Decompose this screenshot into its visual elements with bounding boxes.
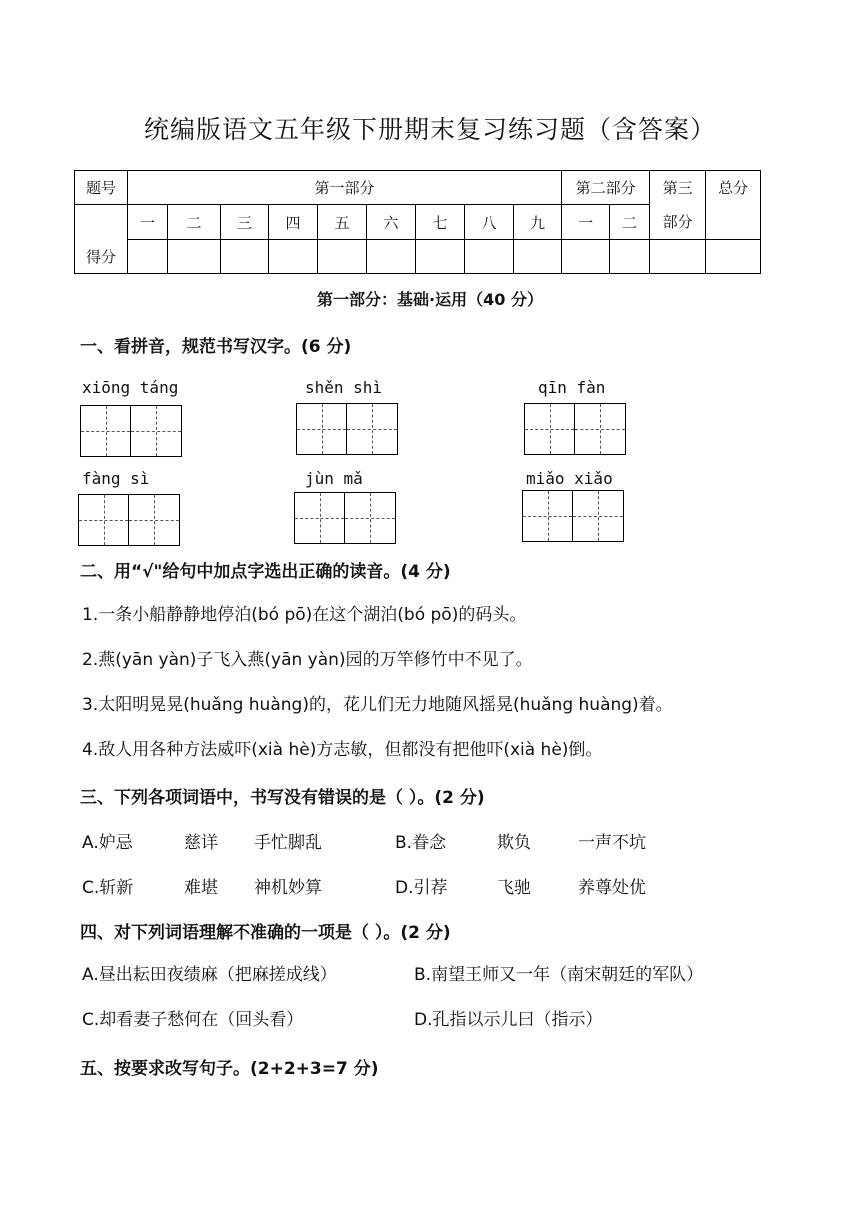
score-table (74, 170, 761, 274)
score-cell[interactable] (650, 240, 706, 274)
option-d-word1: D.引荐 (395, 878, 448, 898)
option-d-word3: 养尊处优 (578, 878, 646, 898)
section2-heading: 二、用“√"给句中加点字选出正确的读音。(4 分) (80, 562, 451, 582)
writing-grid[interactable] (78, 494, 180, 546)
col-header: 三 (221, 205, 269, 240)
pinyin-label: miǎo xiǎo (526, 469, 613, 488)
option-c-word2: 难堪 (184, 878, 218, 898)
score-cell[interactable] (128, 240, 168, 274)
score-cell[interactable] (610, 240, 650, 274)
pinyin-label: shěn shì (305, 378, 383, 397)
writing-grid[interactable] (296, 403, 398, 455)
col-header: 九 (514, 205, 562, 240)
score-cell[interactable] (514, 240, 562, 274)
col-header: 八 (465, 205, 514, 240)
col-header: 二 (168, 205, 221, 240)
writing-grid[interactable] (294, 492, 396, 544)
option-a-word1: A.妒忌 (82, 833, 133, 853)
option-c-word1: C.斩新 (82, 878, 134, 898)
col-header: 七 (416, 205, 465, 240)
option-a-word2: 慈详 (184, 833, 218, 853)
score-cell[interactable] (367, 240, 416, 274)
part1-header: 第一部分 (128, 171, 562, 205)
score-cell[interactable] (269, 240, 318, 274)
part2-header: 第二部分 (562, 171, 650, 205)
question-line: 2.燕(yān yàn)子飞入燕(yān yàn)园的万竿修竹中不见了。 (82, 650, 533, 670)
pinyin-label: jùn mǎ (305, 469, 363, 488)
score-cell[interactable] (416, 240, 465, 274)
score-cell[interactable] (168, 240, 221, 274)
option-a: A.昼出耘田夜绩麻（把麻搓成线） (82, 965, 337, 985)
col-header: 一 (128, 205, 168, 240)
option-c: C.却看妻子愁何在（回头看） (82, 1010, 304, 1030)
option-d: D.孔指以示儿曰（指示） (414, 1010, 603, 1030)
question-line: 1.一条小船静静地停泊(bó pō)在这个湖泊(bó pō)的码头。 (82, 605, 527, 625)
part3-header: 第三 部分 (650, 171, 706, 240)
part-heading: 第一部分：基础·运用（40 分） (317, 290, 543, 309)
option-d-word2: 飞驰 (497, 878, 531, 898)
col-header: 二 (610, 205, 650, 240)
writing-grid[interactable] (524, 403, 626, 455)
option-b-word1: B.眷念 (395, 833, 447, 853)
question-line: 4.敌人用各种方法威吓(xià hè)方志敏，但都没有把他吓(xià hè)倒。 (82, 740, 603, 760)
score-cell[interactable] (562, 240, 610, 274)
tihao-cell: 题号 (75, 171, 128, 205)
question-line: 3.太阳明晃晃(huǎng huàng)的，花儿们无力地随风摇晃(huǎng huàng)着。 (82, 695, 673, 715)
section3-heading: 三、下列各项词语中，书写没有错误的是（ ）。(2 分) (80, 788, 485, 808)
option-b: B.南望王师又一年（南宋朝廷的军队） (414, 965, 704, 985)
option-b-word2: 欺负 (497, 833, 531, 853)
page-title: 统编版语文五年级下册期末复习练习题（含答案） (143, 115, 716, 144)
defen-cell: 得分 (75, 205, 128, 274)
col-header: 五 (318, 205, 367, 240)
option-a-word3: 手忙脚乱 (254, 833, 322, 853)
writing-grid[interactable] (522, 490, 624, 542)
total-header: 总分 (706, 171, 761, 240)
writing-grid[interactable] (80, 405, 182, 457)
col-header: 一 (562, 205, 610, 240)
pinyin-label: fàng sì (82, 469, 150, 488)
section5-heading: 五、按要求改写句子。(2+2+3=7 分) (80, 1059, 379, 1079)
pinyin-label: qīn fàn (538, 378, 606, 397)
option-c-word3: 神机妙算 (254, 878, 322, 898)
option-b-word3: 一声不坑 (578, 833, 646, 853)
score-cell[interactable] (221, 240, 269, 274)
pinyin-label: xiōng táng (82, 378, 179, 397)
score-cell[interactable] (318, 240, 367, 274)
score-cell[interactable] (706, 240, 761, 274)
col-header: 四 (269, 205, 318, 240)
section4-heading: 四、对下列词语理解不准确的一项是（ ）。(2 分) (80, 923, 451, 943)
col-header: 六 (367, 205, 416, 240)
score-cell[interactable] (465, 240, 514, 274)
section1-heading: 一、看拼音，规范书写汉字。(6 分) (80, 337, 352, 357)
